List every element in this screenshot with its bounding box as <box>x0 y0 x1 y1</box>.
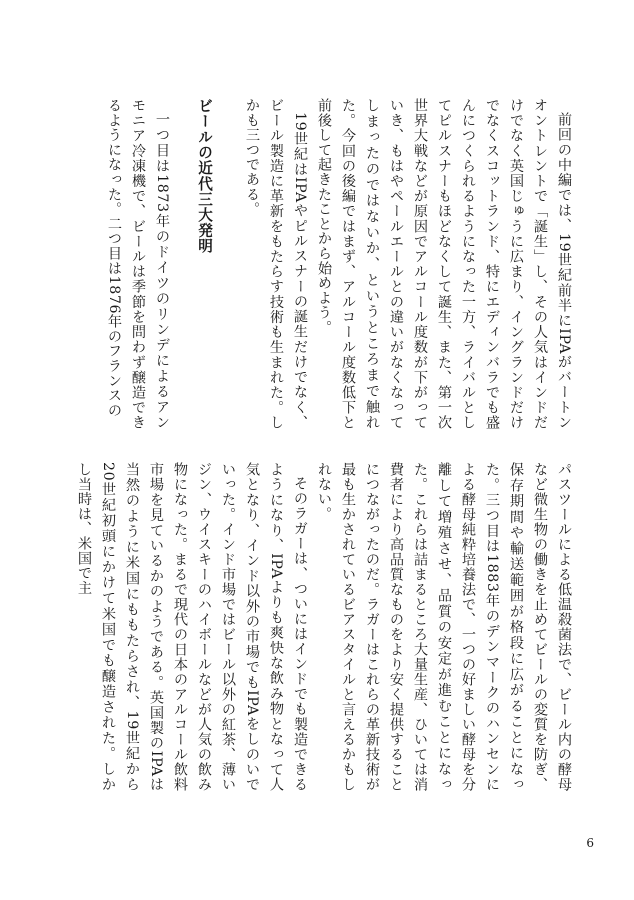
paragraph-innovations-intro: 19世紀はIPAやピルスナーの誕生だけでなく、ビール製造に革新をもたらす技術も生まれた。しかも三つである。 <box>244 98 308 430</box>
paragraph-three-inventions-continued: パスツールによる低温殺菌法で、ビール内の酵母など微生物の働きを止めてビールの変質を防ぎ、保存期間や輸送範囲が格段に広がることになった。三つ目は1883年のデンマークのハンセンによる酵母純粋培養法で、一つの好ましい酵母を分離して増殖させ、品質の安定が進むことになった。これらは詰まるところ大量生産、ひいては消費者により高品質なものをより安く提供することにつながったのだ。ラガーはこれらの革新技術が最も生かされているビアスタイルと言えるかもしれない。 <box>316 462 572 792</box>
page-number: 6 <box>586 836 594 850</box>
upper-text-block <box>96 98 576 430</box>
paragraph-three-inventions: 一つ目は1873年のドイツのリンデによるアンモニア冷凍機で、ビールは季節を問わず醸造できるようになった。二つ目は1876年のフランスの <box>106 98 170 430</box>
section-heading: ビールの近代三大発明 <box>196 98 213 254</box>
paragraph-lager-india: そのラガーは、ついにはインドでも製造できるようになり、IPAよりも爽快な飲み物となって人気となり、インド以外の市場でもIPAをしのいでいった。インド市場ではビール以外の紅茶、薄いジン、ウイスキーのハイボールなどが人気の飲み物になった。まるで現代の日本のアルコール飲料市場を見ているかのようである。英国製のIPAは当然のように米国にももたらされ、19世紀から20世紀初頭にかけて米国でも醸造された。しかし当時は、米国で主 <box>76 462 308 792</box>
lower-text-block <box>76 462 576 792</box>
paragraph-three-inventions-start <box>102 98 174 430</box>
paragraph-recap: 前回の中編では、19世紀前半にIPAがバートンオントレントで「誕生」し、その人気はインドだけでなく英国じゅうに広まり、イングランドだけでなくスコットランド、特にエディンバラでも盛んにつくられるようになった一方、ライバルとしてピルスナーもほどなくして誕生、また、第一次世界大戦などが原因でアルコール度数が下がっていき、もはやペールエールとの違いがなくなってしまったのではないか、というところまで触れた。今回の後編ではまず、アルコール度数低下と前後して起きたことから始めよう。 <box>316 98 572 430</box>
